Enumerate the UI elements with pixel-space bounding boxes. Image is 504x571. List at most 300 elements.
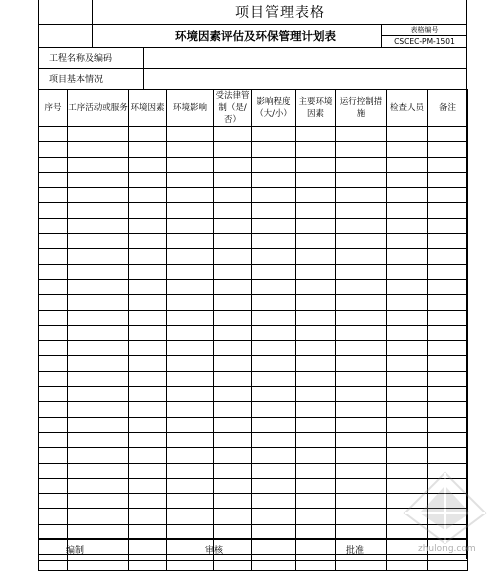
table-cell[interactable] (167, 188, 214, 203)
table-cell[interactable] (167, 341, 214, 356)
table-cell[interactable] (296, 157, 336, 172)
table-cell[interactable] (68, 509, 129, 524)
table-cell[interactable] (336, 203, 387, 218)
table-cell[interactable] (387, 127, 428, 142)
table-cell[interactable] (129, 234, 167, 249)
table-cell[interactable] (252, 432, 296, 447)
table-cell[interactable] (68, 371, 129, 386)
table-row (39, 295, 468, 310)
form-category-row (38, 0, 467, 25)
table-cell[interactable] (336, 142, 387, 157)
table-cell[interactable] (387, 264, 428, 279)
table-cell[interactable] (252, 172, 296, 187)
table-cell[interactable] (296, 494, 336, 509)
table-cell[interactable] (167, 127, 214, 142)
table-cell[interactable] (428, 279, 468, 294)
table-cell[interactable] (68, 218, 129, 233)
table-cell[interactable] (252, 325, 296, 340)
table-cell[interactable] (167, 325, 214, 340)
table-row (39, 264, 468, 279)
table-cell[interactable] (252, 279, 296, 294)
table-cell[interactable] (39, 417, 68, 432)
table-cell[interactable] (336, 295, 387, 310)
table-cell[interactable] (296, 356, 336, 371)
table-cell[interactable] (68, 310, 129, 325)
project-basic-field[interactable] (143, 68, 468, 89)
title-row (38, 25, 467, 48)
table-cell[interactable] (129, 295, 167, 310)
table-cell[interactable] (214, 218, 252, 233)
table-cell[interactable] (214, 417, 252, 432)
table-cell[interactable] (336, 234, 387, 249)
table-cell[interactable] (68, 417, 129, 432)
table-cell[interactable] (428, 295, 468, 310)
blank-cell (38, 0, 93, 25)
table-cell[interactable] (336, 172, 387, 187)
table-cell[interactable] (428, 157, 468, 172)
table-header-row (39, 90, 468, 127)
table-cell[interactable] (428, 432, 468, 447)
table-cell[interactable] (68, 432, 129, 447)
table-cell[interactable] (167, 432, 214, 447)
table-cell[interactable] (428, 325, 468, 340)
table-row (39, 279, 468, 294)
table-cell[interactable] (39, 356, 68, 371)
table-cell[interactable] (428, 341, 468, 356)
table-row (39, 157, 468, 172)
table-cell[interactable] (167, 234, 214, 249)
table-row (39, 356, 468, 371)
table-cell[interactable] (296, 218, 336, 233)
table-cell[interactable] (387, 295, 428, 310)
table-cell[interactable] (336, 249, 387, 264)
table-cell[interactable] (252, 218, 296, 233)
table-cell[interactable] (129, 402, 167, 417)
table-cell[interactable] (387, 325, 428, 340)
table-row (39, 402, 468, 417)
table-cell[interactable] (428, 249, 468, 264)
table-cell[interactable] (129, 448, 167, 463)
table-cell[interactable] (336, 387, 387, 402)
table-cell[interactable] (129, 279, 167, 294)
table-cell[interactable] (214, 387, 252, 402)
table-row (39, 341, 468, 356)
table-cell[interactable] (39, 218, 68, 233)
table-cell[interactable] (296, 325, 336, 340)
table-cell[interactable] (428, 188, 468, 203)
table-cell[interactable] (39, 310, 68, 325)
table-row (39, 448, 468, 463)
table-cell[interactable] (252, 127, 296, 142)
table-cell[interactable] (167, 509, 214, 524)
table-cell[interactable] (167, 264, 214, 279)
table-cell[interactable] (214, 448, 252, 463)
table-cell[interactable] (428, 417, 468, 432)
table-cell[interactable] (68, 279, 129, 294)
table-cell[interactable] (214, 432, 252, 447)
col-header: 影响程度（大/小） (252, 90, 296, 127)
table-cell[interactable] (296, 509, 336, 524)
table-cell[interactable] (214, 478, 252, 493)
table-cell[interactable] (387, 387, 428, 402)
table-cell[interactable] (296, 127, 336, 142)
table-cell[interactable] (39, 432, 68, 447)
table-cell[interactable] (68, 463, 129, 478)
table-cell[interactable] (387, 417, 428, 432)
table-cell[interactable] (39, 249, 68, 264)
table-row (39, 142, 468, 157)
table-cell[interactable] (214, 325, 252, 340)
table-cell[interactable] (167, 478, 214, 493)
table-cell[interactable] (296, 249, 336, 264)
table-cell[interactable] (68, 127, 129, 142)
table-row (39, 172, 468, 187)
table-cell[interactable] (252, 402, 296, 417)
table-cell[interactable] (387, 341, 428, 356)
table-cell[interactable] (252, 371, 296, 386)
table-cell[interactable] (39, 279, 68, 294)
table-cell[interactable] (129, 218, 167, 233)
table-cell[interactable] (336, 432, 387, 447)
table-cell[interactable] (129, 188, 167, 203)
table-cell[interactable] (428, 234, 468, 249)
table-cell[interactable] (167, 249, 214, 264)
table-cell[interactable] (296, 387, 336, 402)
table-cell[interactable] (214, 310, 252, 325)
reviewed-label: 审核 (205, 546, 224, 556)
table-cell[interactable] (336, 417, 387, 432)
table-cell[interactable] (387, 157, 428, 172)
table-cell[interactable] (214, 356, 252, 371)
table-cell[interactable] (214, 249, 252, 264)
table-cell[interactable] (336, 448, 387, 463)
table-cell[interactable] (428, 310, 468, 325)
table-cell[interactable] (39, 448, 68, 463)
table-cell[interactable] (336, 341, 387, 356)
table-cell[interactable] (68, 264, 129, 279)
table-cell[interactable] (39, 264, 68, 279)
table-cell[interactable] (387, 142, 428, 157)
table-cell[interactable] (252, 494, 296, 509)
project-name-label: 工程名称及编码 (49, 54, 113, 64)
table-cell[interactable] (214, 142, 252, 157)
table-row (39, 249, 468, 264)
project-basic-row (38, 68, 467, 90)
table-cell[interactable] (68, 172, 129, 187)
table-cell[interactable] (428, 448, 468, 463)
table-cell[interactable] (214, 157, 252, 172)
table-cell[interactable] (68, 234, 129, 249)
table-cell[interactable] (68, 295, 129, 310)
table-cell[interactable] (39, 494, 68, 509)
table-cell[interactable] (296, 188, 336, 203)
table-cell[interactable] (387, 203, 428, 218)
table-cell[interactable] (336, 371, 387, 386)
table-cell[interactable] (39, 127, 68, 142)
table-cell[interactable] (252, 509, 296, 524)
table-cell[interactable] (129, 264, 167, 279)
table-cell[interactable] (214, 203, 252, 218)
table-cell[interactable] (68, 356, 129, 371)
table-cell[interactable] (252, 417, 296, 432)
table-cell[interactable] (68, 249, 129, 264)
table-cell[interactable] (214, 188, 252, 203)
table-row (39, 387, 468, 402)
table-cell[interactable] (68, 448, 129, 463)
table-cell[interactable] (68, 494, 129, 509)
watermark-logo-icon (400, 468, 490, 548)
table-cell[interactable] (252, 310, 296, 325)
table-cell[interactable] (252, 188, 296, 203)
table-cell[interactable] (39, 172, 68, 187)
project-name-row (38, 47, 467, 69)
table-cell[interactable] (252, 264, 296, 279)
table-cell[interactable] (214, 463, 252, 478)
table-cell[interactable] (252, 142, 296, 157)
table-cell[interactable] (428, 142, 468, 157)
table-cell[interactable] (387, 249, 428, 264)
table-cell[interactable] (387, 310, 428, 325)
table-cell[interactable] (129, 432, 167, 447)
table-cell[interactable] (387, 356, 428, 371)
table-cell[interactable] (336, 356, 387, 371)
table-cell[interactable] (129, 157, 167, 172)
table-cell[interactable] (68, 478, 129, 493)
table-cell[interactable] (129, 142, 167, 157)
table-cell[interactable] (129, 371, 167, 386)
table-cell[interactable] (296, 264, 336, 279)
table-cell[interactable] (167, 218, 214, 233)
table-cell[interactable] (214, 494, 252, 509)
table-cell[interactable] (39, 478, 68, 493)
table-cell[interactable] (387, 234, 428, 249)
table-cell[interactable] (296, 463, 336, 478)
table-cell[interactable] (167, 448, 214, 463)
table-cell[interactable] (252, 478, 296, 493)
col-header: 序号 (39, 90, 68, 127)
table-cell[interactable] (129, 463, 167, 478)
table-cell[interactable] (296, 172, 336, 187)
table-cell[interactable] (428, 387, 468, 402)
table-cell[interactable] (296, 341, 336, 356)
table-cell[interactable] (336, 325, 387, 340)
table-cell[interactable] (336, 264, 387, 279)
table-cell[interactable] (387, 402, 428, 417)
table-cell[interactable] (214, 509, 252, 524)
table-cell[interactable] (68, 402, 129, 417)
table-row (39, 218, 468, 233)
table-cell[interactable] (39, 402, 68, 417)
table-cell[interactable] (296, 448, 336, 463)
table-cell[interactable] (39, 188, 68, 203)
table-cell[interactable] (129, 417, 167, 432)
approved-label: 批准 (346, 546, 365, 556)
col-header: 主要环境因素 (296, 90, 336, 127)
table-cell[interactable] (68, 387, 129, 402)
table-cell[interactable] (296, 402, 336, 417)
table-cell[interactable] (167, 279, 214, 294)
table-cell[interactable] (336, 509, 387, 524)
table-cell[interactable] (39, 509, 68, 524)
table-cell[interactable] (296, 203, 336, 218)
table-cell[interactable] (167, 172, 214, 187)
table-cell[interactable] (387, 172, 428, 187)
table-cell[interactable] (387, 218, 428, 233)
table-cell[interactable] (336, 478, 387, 493)
table-cell[interactable] (252, 157, 296, 172)
table-cell[interactable] (39, 463, 68, 478)
table-cell[interactable] (428, 356, 468, 371)
table-cell[interactable] (39, 295, 68, 310)
table-cell[interactable] (39, 341, 68, 356)
page-title: 环境因素评估及环保管理计划表 (92, 25, 418, 47)
table-cell[interactable] (167, 157, 214, 172)
table-cell[interactable] (68, 188, 129, 203)
project-name-field[interactable] (143, 47, 468, 68)
col-header: 环境影响 (167, 90, 214, 127)
watermark-text: zhulong.com (418, 544, 476, 554)
table-cell[interactable] (252, 463, 296, 478)
table-cell[interactable] (428, 264, 468, 279)
table-cell[interactable] (336, 127, 387, 142)
table-cell[interactable] (167, 310, 214, 325)
table-cell[interactable] (428, 371, 468, 386)
table-cell[interactable] (387, 279, 428, 294)
table-cell[interactable] (387, 188, 428, 203)
table-row (39, 188, 468, 203)
table-cell[interactable] (214, 264, 252, 279)
table-cell[interactable] (296, 142, 336, 157)
table-cell[interactable] (39, 325, 68, 340)
table-cell[interactable] (336, 218, 387, 233)
table-cell[interactable] (252, 295, 296, 310)
table-cell[interactable] (129, 356, 167, 371)
table-cell[interactable] (252, 356, 296, 371)
table-cell[interactable] (428, 203, 468, 218)
table-cell[interactable] (336, 310, 387, 325)
table-cell[interactable] (296, 234, 336, 249)
table-cell[interactable] (336, 188, 387, 203)
table-cell[interactable] (39, 203, 68, 218)
table-cell[interactable] (39, 142, 68, 157)
table-cell[interactable] (214, 295, 252, 310)
table-cell[interactable] (129, 310, 167, 325)
table-cell[interactable] (39, 234, 68, 249)
table-cell[interactable] (167, 203, 214, 218)
table-cell[interactable] (167, 463, 214, 478)
table-cell[interactable] (252, 249, 296, 264)
table-cell[interactable] (428, 127, 468, 142)
table-cell[interactable] (129, 341, 167, 356)
table-cell[interactable] (428, 402, 468, 417)
form-code-label: 表格编号 (382, 25, 467, 36)
table-cell[interactable] (214, 371, 252, 386)
table-cell[interactable] (252, 341, 296, 356)
table-cell[interactable] (387, 448, 428, 463)
table-cell[interactable] (336, 463, 387, 478)
table-cell[interactable] (68, 142, 129, 157)
col-header: 工序活动或服务 (68, 90, 129, 127)
table-row (39, 203, 468, 218)
table-cell[interactable] (129, 478, 167, 493)
table-cell[interactable] (167, 417, 214, 432)
table-cell[interactable] (167, 371, 214, 386)
table-cell[interactable] (39, 371, 68, 386)
table-cell[interactable] (296, 432, 336, 447)
table-cell[interactable] (214, 341, 252, 356)
table-cell[interactable] (214, 234, 252, 249)
prepared-label: 编制 (66, 546, 85, 556)
col-header: 运行控制措施 (336, 90, 387, 127)
table-cell[interactable] (68, 203, 129, 218)
table-cell[interactable] (252, 448, 296, 463)
table-cell[interactable] (336, 157, 387, 172)
table-cell[interactable] (252, 203, 296, 218)
project-basic-label: 项目基本情况 (49, 75, 104, 85)
table-cell[interactable] (129, 387, 167, 402)
table-cell[interactable] (214, 172, 252, 187)
table-cell[interactable] (167, 295, 214, 310)
col-header: 受法律管制（是/否） (215, 91, 250, 125)
table-cell[interactable] (129, 509, 167, 524)
table-cell[interactable] (39, 387, 68, 402)
table-row (39, 325, 468, 340)
table-cell[interactable] (296, 371, 336, 386)
table-cell[interactable] (428, 172, 468, 187)
table-row (39, 234, 468, 249)
table-cell[interactable] (39, 157, 68, 172)
table-cell[interactable] (296, 478, 336, 493)
table-cell[interactable] (252, 387, 296, 402)
table-cell[interactable] (296, 310, 336, 325)
table-cell[interactable] (387, 371, 428, 386)
form-category-title: 项目管理表格 (93, 0, 467, 25)
table-cell[interactable] (129, 203, 167, 218)
table-cell[interactable] (167, 356, 214, 371)
table-cell[interactable] (68, 341, 129, 356)
table-cell[interactable] (167, 142, 214, 157)
table-cell[interactable] (214, 279, 252, 294)
form-code-box (381, 25, 467, 47)
table-cell[interactable] (68, 325, 129, 340)
table-cell[interactable] (167, 494, 214, 509)
table-cell[interactable] (129, 494, 167, 509)
table-cell[interactable] (214, 402, 252, 417)
col-header: 检查人员 (387, 90, 428, 127)
table-cell[interactable] (296, 417, 336, 432)
table-cell[interactable] (68, 157, 129, 172)
table-cell[interactable] (167, 387, 214, 402)
table-cell[interactable] (296, 295, 336, 310)
table-cell[interactable] (336, 494, 387, 509)
table-cell[interactable] (336, 279, 387, 294)
table-cell[interactable] (129, 325, 167, 340)
table-cell[interactable] (252, 234, 296, 249)
col-header: 环境因素 (129, 90, 167, 127)
col-header: 备注 (428, 90, 468, 127)
table-row (39, 127, 468, 142)
form-code-value: CSCEC-PM-1501 (394, 37, 455, 46)
table-cell[interactable] (296, 279, 336, 294)
table-cell[interactable] (214, 127, 252, 142)
table-cell[interactable] (129, 172, 167, 187)
table-cell[interactable] (167, 402, 214, 417)
table-cell[interactable] (336, 402, 387, 417)
table-cell[interactable] (428, 218, 468, 233)
table-cell[interactable] (387, 432, 428, 447)
table-cell[interactable] (129, 249, 167, 264)
table-cell[interactable] (129, 127, 167, 142)
